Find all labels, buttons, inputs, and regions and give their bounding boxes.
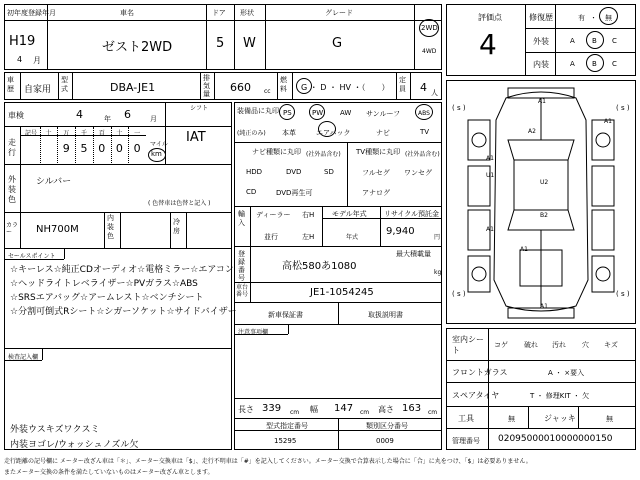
length-unit: cm	[290, 409, 300, 416]
dot-sep: ・	[590, 14, 597, 22]
spare-label: スペアタイヤ	[452, 391, 500, 400]
length-value: 339	[262, 403, 282, 414]
chassis-label: 車台番号	[236, 284, 249, 298]
nav-cd: CD	[246, 188, 257, 196]
equipment-sub: (純正のみ)	[237, 130, 266, 137]
nav-dvd: DVD	[286, 168, 302, 176]
paren-right-bottom: ( s )	[616, 290, 630, 298]
ext-grade-c: C	[612, 37, 617, 45]
mileage-grid	[22, 127, 146, 163]
import-dealer: ディーラー	[256, 211, 291, 219]
shape-label: 形状	[240, 9, 254, 17]
nav-note: (社外品含む)	[306, 151, 341, 158]
mgmt-value: 02095000010000000150	[498, 434, 613, 444]
equip-aw: AW	[340, 109, 352, 117]
seat-hole: 穴	[582, 341, 589, 349]
interior-rating-label: 内装	[533, 60, 549, 69]
shift-value: IAT	[186, 130, 206, 145]
footer-line-1: 走行距離の記号欄に メーター改ざん車は「＊」、メーター交換車は「$」、走行不明車は「#」を記入してください。メーター交換で合算表示した場合に「合」に丸をつけ、「$」は必要ありません。	[4, 458, 532, 465]
jack-label: ジャッキ	[544, 414, 576, 423]
right-rear-door	[592, 210, 614, 250]
mileage-divider	[75, 127, 76, 163]
equip-tv: TV	[420, 128, 430, 136]
score-value: 4	[479, 28, 497, 61]
color-code-label: カラー	[6, 222, 19, 236]
wheel-fr	[596, 133, 610, 147]
fuel-options: G ・ D ・ HV ・（ ）	[301, 83, 390, 92]
score-label: 評価点	[478, 13, 502, 22]
seat-tear: 破れ	[524, 341, 538, 349]
mileage-unit-label: 記号	[24, 130, 37, 137]
nav-label: ナビ種類に丸印	[252, 148, 301, 156]
paren-right-top: ( s )	[616, 104, 630, 112]
capacity-unit: 人	[431, 89, 438, 97]
mgmt-label: 管理番号	[452, 437, 480, 445]
km-label: km	[151, 150, 162, 158]
mileage-digit: 0	[115, 142, 123, 155]
height-value: 163	[402, 403, 422, 414]
seat-dirt: 汚れ	[552, 341, 566, 349]
doors-value: 5	[216, 36, 225, 51]
era-year: H19	[9, 34, 36, 49]
wheel-rl	[472, 267, 486, 281]
reg-month-unit: 月	[33, 56, 41, 65]
max-load-label: 最大積載量	[396, 250, 431, 258]
mile-label: マイル	[150, 141, 168, 148]
model-year-unit: 年式	[346, 234, 359, 241]
spare-value: T ・ 修理KIT ・ 欠	[530, 392, 590, 400]
equip-pw: PW	[312, 109, 324, 117]
sale-point: ☆ヘッドライトレベライザー☆PVガラス☆ABS	[10, 279, 198, 289]
tools-value: 無	[508, 415, 515, 423]
height-unit: cm	[428, 409, 438, 416]
equip-ps: PS	[283, 109, 292, 117]
right-rear-fender	[592, 256, 614, 292]
inspection-year: 4	[76, 108, 83, 121]
mileage-unit-label: 十	[116, 130, 123, 137]
usage-value: 自家用	[24, 85, 52, 95]
equip-abs: ABS	[418, 110, 430, 117]
displacement-label: 排気量	[203, 74, 210, 98]
chassis-value: JE1-1054245	[310, 287, 374, 298]
capacity-value: 4	[420, 81, 427, 94]
repair-yes: 有	[578, 14, 585, 22]
reg-date-label: 初年度登録年月	[7, 9, 56, 17]
model-year-label: モデル年式	[332, 210, 367, 218]
nav-hdd: HDD	[246, 168, 263, 176]
mileage-label: 走行	[8, 138, 16, 157]
interior-color-label: 内装色	[107, 214, 114, 240]
model-name-label: 車名	[120, 9, 134, 17]
paren-left-bottom: ( s )	[452, 290, 466, 298]
damage-u2: U2	[540, 179, 549, 186]
cc-unit: cc	[264, 88, 271, 95]
mileage-unit-label: 万	[63, 130, 70, 137]
inspection-month-unit: 月	[150, 115, 157, 123]
shift-label: シフト	[190, 105, 209, 112]
inspection-month: 6	[124, 108, 131, 121]
nav-dvd-play: DVD再生可	[276, 189, 313, 197]
footer-line-2: またメーター交換の条件を満たしていないものはメーター改ざん車とします。	[4, 469, 214, 476]
damage-a1-hood: A1	[538, 98, 546, 105]
ext-grade-b: B	[592, 37, 597, 45]
left-front-fender	[468, 120, 490, 160]
exterior-label: 外装色	[8, 175, 16, 204]
ext-grade-a: A	[570, 37, 575, 45]
damage-a1-rear: A1	[520, 246, 528, 253]
sale-point: ☆SRSエアバッグ☆アームレスト☆ベンチシート	[10, 293, 204, 303]
jack-value: 無	[606, 415, 613, 423]
type-value: DBA-JE1	[110, 81, 156, 94]
height-label: 高さ	[378, 405, 394, 414]
exterior-value: シルバー	[36, 177, 72, 187]
mileage-divider	[93, 127, 94, 163]
usage-label: 車歴	[7, 76, 14, 93]
width-unit: cm	[360, 409, 370, 416]
tools-label: 工具	[458, 414, 474, 423]
mileage-unit-label: 千	[80, 130, 87, 137]
mileage-digit: 0	[98, 142, 106, 155]
mileage-digit: 0	[133, 142, 141, 155]
equip-navi: ナビ	[376, 129, 390, 137]
plate-value: 高松580あ1080	[282, 261, 357, 272]
shape-value: W	[243, 36, 256, 51]
left-rear-fender	[468, 256, 490, 292]
seat-scratch: キズ	[604, 341, 618, 349]
mileage-divider	[40, 127, 41, 163]
wheel-rr	[596, 267, 610, 281]
mileage-divider	[128, 127, 129, 163]
paren-left-top: ( s )	[452, 104, 466, 112]
color-code-value: NH700M	[36, 224, 79, 235]
displacement-value: 660	[230, 81, 251, 94]
inspector-line: 内装ヨゴレ/ウォッシュノズル欠	[10, 440, 139, 450]
int-grade-c: C	[612, 60, 617, 68]
yen-unit: 円	[434, 234, 441, 241]
mileage-unit-label: 十	[45, 130, 52, 137]
cooler-label: 冷房	[173, 218, 180, 235]
inspector-line: 外装ウスキズワクスミ	[10, 425, 100, 435]
category-label: 類別区分番号	[366, 422, 408, 430]
category-value: 0009	[376, 437, 394, 445]
inspection-year-unit: 年	[104, 115, 111, 123]
reg-month: 4	[17, 55, 23, 64]
inspection-label: 車検	[8, 111, 24, 120]
model-name: ゼスト2WD	[102, 40, 173, 55]
capacity-label: 定員	[399, 76, 406, 93]
plate-label: 登録番号	[238, 250, 245, 282]
left-handle: 左H	[302, 233, 315, 241]
recycle-value: 9,940	[386, 226, 415, 237]
drive-alt: 4WD	[422, 48, 437, 55]
tv-note: (社外品含む)	[405, 151, 440, 158]
sale-points-list	[10, 262, 237, 318]
damage-a1-rear-left: A1	[486, 226, 494, 233]
mileage-divider	[57, 127, 58, 163]
equip-airbag: エアバック	[316, 129, 351, 137]
width-label: 幅	[310, 405, 318, 414]
mileage-divider	[111, 127, 112, 163]
exterior-rating-label: 外装	[533, 37, 549, 46]
recycle-label: リサイクル預託金	[384, 210, 440, 218]
notes-label: 注意事項欄	[238, 329, 269, 336]
right-front-fender	[592, 120, 614, 160]
damage-b2: B2	[540, 212, 548, 219]
grade-label: グレード	[325, 9, 353, 17]
import-label: 輸入	[238, 210, 245, 227]
int-grade-a: A	[570, 60, 575, 68]
wheel-fl	[472, 133, 486, 147]
exterior-note: ( 色替車は色替と記入 )	[148, 200, 211, 207]
equipment-label: 装備品に丸印	[237, 107, 279, 115]
equip-leather: 本革	[282, 129, 296, 137]
length-label: 長さ	[238, 405, 254, 414]
windshield	[508, 140, 574, 160]
nav-sd: SD	[324, 168, 334, 176]
seat-burn: コゲ	[494, 341, 508, 349]
front-glass-label: フロントガラス	[452, 368, 508, 377]
mileage-unit-label: 百	[98, 130, 105, 137]
car-diagram-svg	[446, 80, 636, 324]
repair-label: 修復歴	[529, 13, 553, 22]
right-front-door	[592, 166, 614, 206]
mileage-digit: 9	[62, 142, 70, 155]
damage-a1-left: A1	[486, 155, 494, 162]
type-designation-label: 型式指定番号	[266, 422, 308, 430]
manual: 取扱説明書	[368, 311, 403, 319]
sale-points-label: セールスポイント	[8, 253, 56, 260]
drive-circled: 2WD	[421, 24, 438, 32]
fuel-label: 燃料	[280, 76, 287, 93]
import-parallel: 並行	[264, 233, 278, 241]
equip-sunroof: サンルーフ	[366, 110, 401, 118]
front-glass-value: A ・ ×要入	[548, 369, 585, 377]
type-designation-value: 15295	[274, 437, 297, 445]
damage-a1-bumper: A1	[540, 303, 548, 310]
type-label: 型式	[61, 76, 68, 93]
new-warranty: 新車保証書	[268, 311, 303, 319]
seat-label: 室内シート	[452, 335, 484, 355]
width-value: 147	[334, 403, 354, 414]
grade-value: G	[332, 36, 343, 51]
doors-label: ドア	[212, 9, 226, 17]
sale-point: ☆キーレス☆純正CDオーディオ☆電格ミラー☆エアコン	[10, 265, 234, 275]
damage-u1: U1	[486, 172, 495, 179]
right-handle: 右H	[302, 211, 315, 219]
front-bumper	[508, 88, 574, 98]
inspector-label: 検査記入欄	[8, 354, 39, 361]
kg-unit: kg	[434, 269, 442, 276]
sale-point: ☆分割可倒式Rシート☆シガーソケット☆サイドバイザー	[10, 307, 237, 317]
tv-oneseg: ワンセグ	[404, 169, 432, 177]
tv-fullseg: フルセグ	[362, 169, 390, 177]
damage-a1-right: A1	[604, 118, 612, 125]
repair-no: 無	[605, 14, 612, 22]
tv-analog: アナログ	[362, 189, 390, 197]
tv-label: TV種類に丸印	[356, 148, 401, 156]
mileage-unit-label: 一	[134, 130, 141, 137]
mileage-digit: 5	[80, 142, 88, 155]
int-grade-b: B	[592, 60, 597, 68]
damage-a2: A2	[528, 128, 536, 135]
